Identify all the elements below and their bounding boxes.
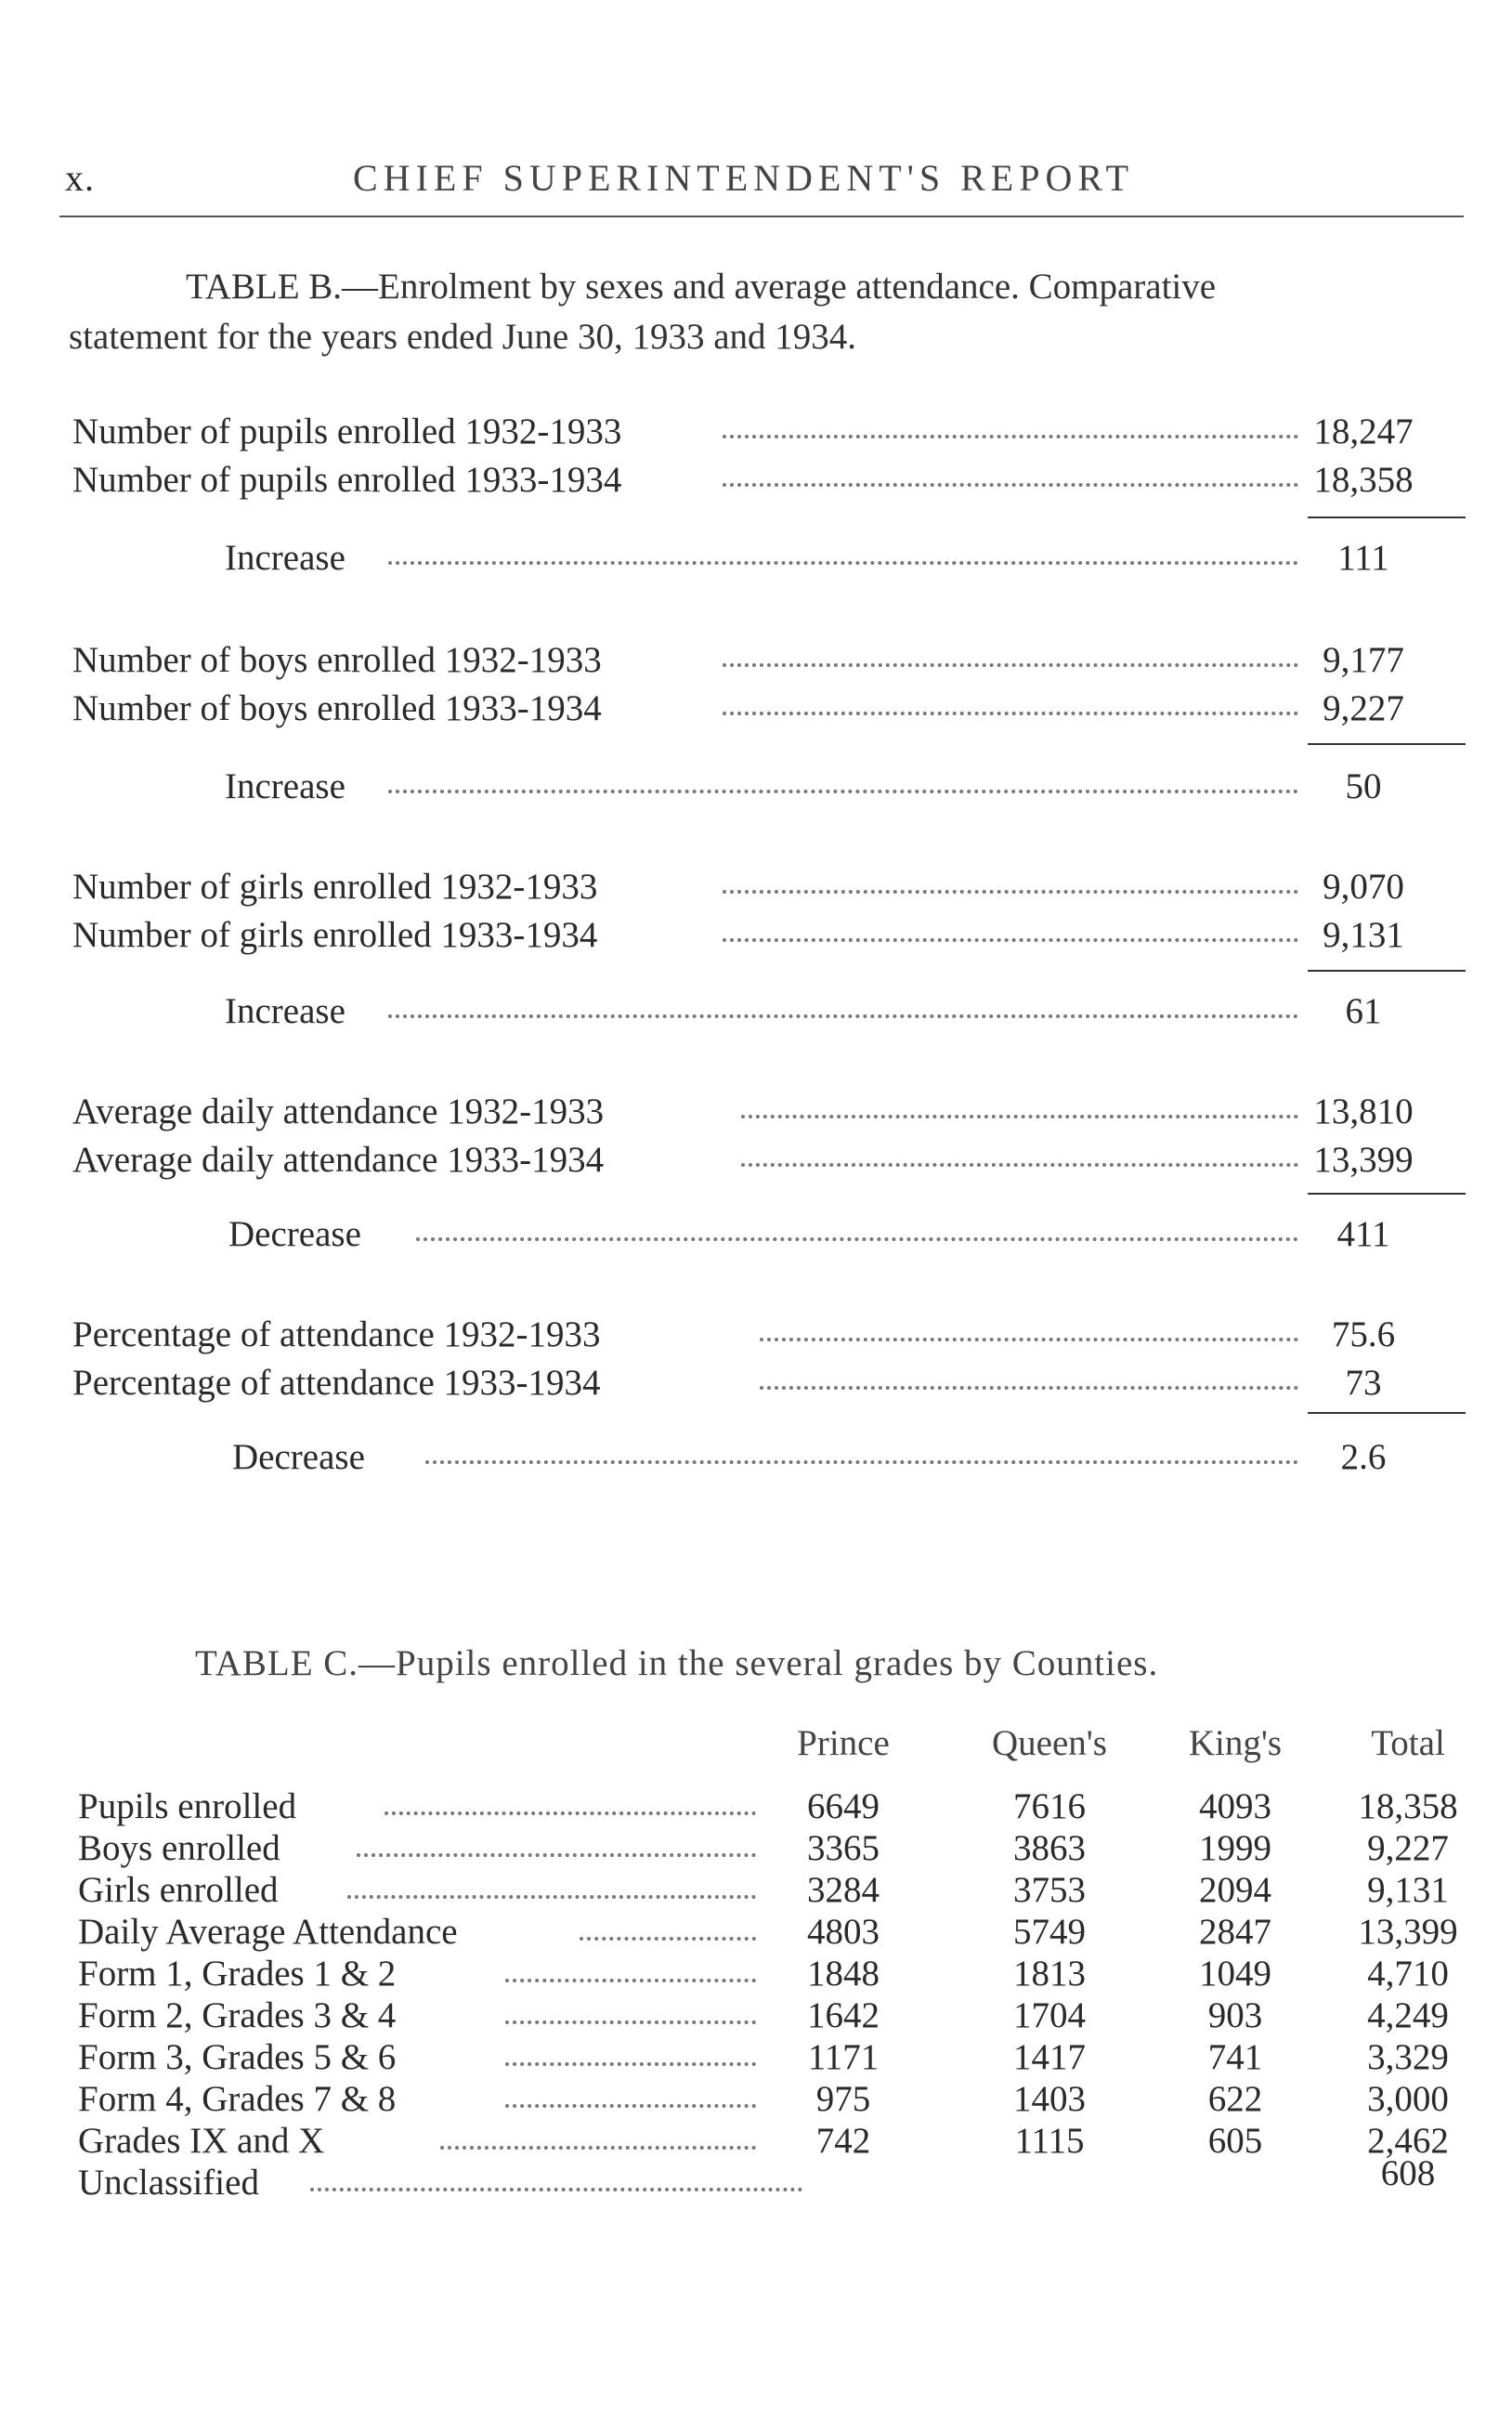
- leader-dots: [723, 656, 1298, 667]
- table-row: [78, 1911, 1471, 1954]
- table-row: [78, 2078, 1471, 2121]
- leader-dots: [741, 1156, 1298, 1167]
- change-value: 2.6: [1340, 1437, 1387, 1477]
- row-value: 13,810: [1313, 1092, 1414, 1131]
- leader-dots: [416, 1230, 1298, 1241]
- table-row: [78, 1994, 1471, 2037]
- leader-dots: [505, 2055, 756, 2066]
- cell-queens: 7616: [1013, 1786, 1086, 1826]
- table-row: [72, 687, 1466, 734]
- column-header-queens: Queen's: [992, 1723, 1107, 1763]
- change-value: 111: [1337, 538, 1389, 578]
- table-row: [78, 1953, 1471, 1995]
- row-label: Percentage of attendance 1932-1933: [72, 1314, 601, 1354]
- cell-prince: 975: [815, 2079, 871, 2119]
- leader-dots: [505, 2097, 756, 2108]
- leader-dots: [388, 554, 1298, 565]
- row-value: 9,131: [1323, 915, 1404, 955]
- row-value: 73: [1345, 1363, 1382, 1403]
- cell-kings: 4093: [1199, 1786, 1271, 1826]
- cell-total: 13,399: [1358, 1912, 1458, 1952]
- leader-dots: [388, 1007, 1298, 1018]
- cell-total: 9,131: [1367, 1870, 1449, 1910]
- change-label: Increase: [225, 538, 345, 578]
- cell-total: 3,329: [1367, 2037, 1449, 2077]
- table-row: [72, 411, 1466, 457]
- cell-queens: 1417: [1013, 2037, 1086, 2077]
- change-value: 61: [1345, 991, 1382, 1031]
- change-row: [72, 990, 1466, 1037]
- cell-queens: 3753: [1013, 1870, 1086, 1910]
- cell-prince: 742: [815, 2121, 871, 2161]
- table-row: [72, 1139, 1466, 1185]
- column-header-kings: King's: [1188, 1723, 1283, 1763]
- table-row: [78, 2036, 1471, 2079]
- row-label: Daily Average Attendance: [78, 1912, 458, 1952]
- column-header-prince: Prince: [797, 1723, 890, 1763]
- row-label: Average daily attendance 1933-1934: [72, 1140, 605, 1180]
- page-number: x.: [65, 157, 95, 199]
- leader-dots: [388, 782, 1298, 793]
- row-label: Average daily attendance 1932-1933: [72, 1092, 605, 1131]
- leader-dots: [723, 427, 1298, 438]
- table-row: [72, 639, 1466, 686]
- sum-rule: [1308, 516, 1466, 518]
- row-value: 9,070: [1323, 867, 1404, 907]
- change-label: Increase: [225, 991, 345, 1031]
- table-row: [72, 1362, 1466, 1408]
- table-row: [72, 1091, 1466, 1137]
- row-value: 13,399: [1313, 1140, 1414, 1180]
- cell-prince: 1171: [807, 2037, 880, 2077]
- table-row: [72, 1314, 1466, 1360]
- cell-prince: 6649: [807, 1786, 880, 1826]
- table-b-intro: [69, 262, 1480, 362]
- change-label: Increase: [225, 766, 345, 806]
- sum-rule: [1308, 743, 1466, 745]
- cell-total: 4,249: [1367, 1995, 1449, 2035]
- cell-queens: 1813: [1013, 1954, 1086, 1994]
- cell-prince: 1848: [807, 1954, 880, 1994]
- cell-kings: 903: [1207, 1995, 1263, 2035]
- leader-dots: [505, 2013, 756, 2024]
- cell-kings: 605: [1207, 2121, 1263, 2161]
- row-label: Girls enrolled: [78, 1870, 279, 1910]
- table-row: [78, 1785, 1471, 1828]
- leader-dots: [440, 2138, 756, 2150]
- row-label: Number of girls enrolled 1933-1934: [72, 915, 598, 955]
- cell-queens: 1115: [1014, 2121, 1085, 2161]
- cell-prince: 1642: [807, 1995, 880, 2035]
- table-row: [78, 2120, 1471, 2163]
- cell-total: 9,227: [1367, 1828, 1449, 1868]
- leader-dots: [385, 1804, 756, 1815]
- cell-kings: 741: [1207, 2037, 1263, 2077]
- table-row: [78, 1869, 1471, 1912]
- change-label: Decrease: [228, 1214, 361, 1254]
- change-row: [72, 537, 1466, 583]
- leader-dots: [357, 1846, 756, 1857]
- row-label: Number of boys enrolled 1933-1934: [72, 688, 602, 728]
- cell-total: 18,358: [1358, 1786, 1458, 1826]
- row-value: 9,177: [1323, 640, 1404, 680]
- row-label: Number of pupils enrolled 1933-1934: [72, 460, 622, 500]
- change-label: Decrease: [232, 1437, 365, 1477]
- cell-total: 2,462: [1367, 2121, 1449, 2161]
- change-row: [72, 1213, 1466, 1260]
- table-row: [78, 1827, 1471, 1870]
- row-label: Form 1, Grades 1 & 2: [78, 1954, 397, 1994]
- cell-total: 608: [1380, 2153, 1436, 2193]
- sum-rule: [1308, 1193, 1466, 1195]
- leader-dots: [347, 1888, 756, 1899]
- leader-dots: [505, 1971, 756, 1982]
- row-label: Number of girls enrolled 1932-1933: [72, 867, 598, 907]
- leader-dots: [760, 1330, 1298, 1341]
- row-value: 9,227: [1323, 688, 1404, 728]
- leader-dots: [760, 1379, 1298, 1390]
- row-label: Pupils enrolled: [78, 1786, 297, 1826]
- row-label: Boys enrolled: [78, 1828, 280, 1868]
- table-row: [72, 459, 1466, 505]
- cell-queens: 5749: [1013, 1912, 1086, 1952]
- cell-total: 4,710: [1367, 1954, 1449, 1994]
- cell-kings: 2847: [1199, 1912, 1271, 1952]
- table-row: [72, 866, 1466, 912]
- cell-queens: 3863: [1013, 1828, 1086, 1868]
- row-label: Grades IX and X: [78, 2121, 325, 2161]
- row-label: Number of boys enrolled 1932-1933: [72, 640, 602, 680]
- table-row: [72, 914, 1466, 961]
- row-value: 18,358: [1313, 460, 1414, 500]
- sum-rule: [1308, 970, 1466, 972]
- cell-kings: 622: [1207, 2079, 1263, 2119]
- cell-queens: 1704: [1013, 1995, 1086, 2035]
- table-b-intro-line-1: TABLE B.—Enrolment by sexes and average attendance. Comparative: [186, 267, 1217, 307]
- cell-kings: 1999: [1199, 1828, 1271, 1868]
- sum-rule: [1308, 1412, 1466, 1414]
- row-label: Number of pupils enrolled 1932-1933: [72, 412, 622, 451]
- leader-dots: [723, 476, 1298, 487]
- cell-prince: 4803: [807, 1912, 880, 1952]
- table-row: [78, 2153, 1471, 2204]
- column-header-total: Total: [1371, 1723, 1445, 1763]
- cell-prince: 3365: [807, 1828, 880, 1868]
- change-value: 50: [1345, 766, 1382, 806]
- running-title: CHIEF SUPERINTENDENT'S REPORT: [353, 157, 1135, 199]
- cell-total: 3,000: [1367, 2079, 1449, 2119]
- row-value: 75.6: [1331, 1314, 1396, 1354]
- row-value: 18,247: [1313, 412, 1414, 451]
- cell-queens: 1403: [1013, 2079, 1086, 2119]
- leader-dots: [723, 931, 1298, 942]
- table-c-title: TABLE C.—Pupils enrolled in the several grades by Counties.: [195, 1643, 1159, 1683]
- row-label: Form 4, Grades 7 & 8: [78, 2079, 397, 2119]
- cell-kings: 2094: [1199, 1870, 1271, 1910]
- row-label: Percentage of attendance 1933-1934: [72, 1363, 601, 1403]
- change-value: 411: [1336, 1214, 1390, 1254]
- row-label: Unclassified: [78, 2163, 259, 2203]
- cell-prince: 3284: [807, 1870, 880, 1910]
- leader-dots: [425, 1453, 1298, 1464]
- leader-dots: [723, 883, 1298, 894]
- leader-dots: [741, 1107, 1298, 1118]
- leader-dots: [723, 704, 1298, 715]
- leader-dots: [310, 2180, 802, 2191]
- change-row: [72, 765, 1466, 812]
- cell-kings: 1049: [1199, 1954, 1271, 1994]
- row-label: Form 2, Grades 3 & 4: [78, 1995, 397, 2035]
- header-rule: [59, 216, 1464, 217]
- change-row: [72, 1436, 1466, 1483]
- leader-dots: [580, 1929, 756, 1941]
- row-label: Form 3, Grades 5 & 6: [78, 2037, 397, 2077]
- table-b-intro-line-2: statement for the years ended June 30, 1933 and 1934.: [69, 317, 857, 357]
